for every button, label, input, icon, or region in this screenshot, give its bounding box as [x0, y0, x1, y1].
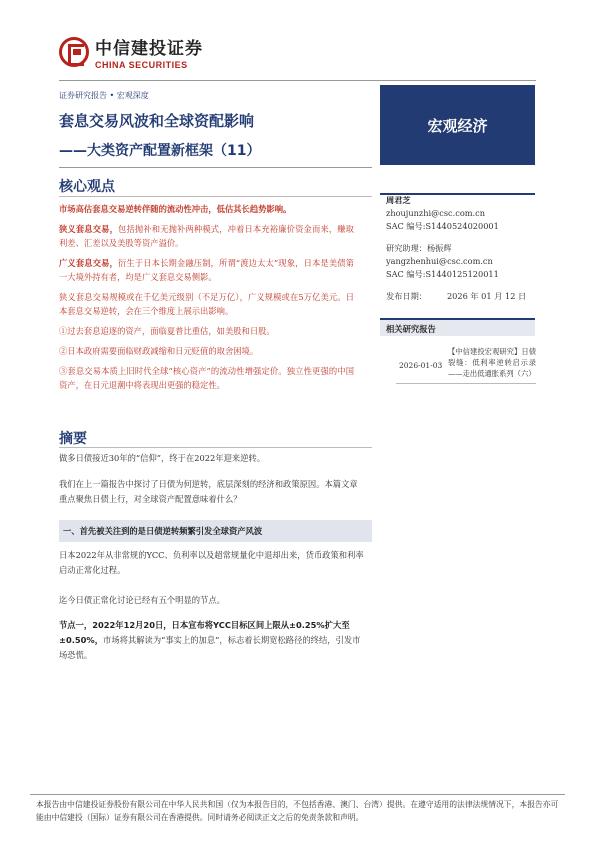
analyst-2-role: 研究助理：杨振辉: [386, 243, 452, 253]
related-report-date: 2026-01-03: [399, 361, 443, 370]
core-view-divider: [59, 196, 372, 197]
logo-mark-icon: [59, 37, 89, 67]
sector-badge: 宏观经济: [380, 85, 535, 165]
core-view-paragraph-5: ②日本政府需要面临财政减缩和日元贬值的取舍困境。: [59, 346, 259, 356]
footer-divider: [30, 794, 565, 795]
report-subtitle: ——大类资产配置新框架（11）: [59, 143, 261, 159]
summary-heading: 摘要: [59, 431, 87, 447]
analyst-1-name: 周君芝: [386, 195, 411, 205]
footer-disclaimer: 本报告由中信建投证券股份有限公司在中华人民共和国（仅为本报告目的，不包括香港、澳门、台湾）提供。在遵守适用的法律法规情况下，本报告亦可能由中信建投（国际）证券有限公司在香港提供。同时请务必阅读正文之后的免责条款和声明。: [36, 800, 559, 822]
report-type: 证券研究报告 • 宏观深度: [59, 91, 149, 100]
analyst-1-email[interactable]: zhoujunzhi@csc.com.cn: [386, 208, 485, 218]
core-view-heading: 核心观点: [59, 179, 115, 195]
summary-paragraph-2: 我们在上一篇报告中探讨了日债为何逆转，底层深刻的经济和政策原因。本篇文章重点聚焦日债上行，对全球资产配置意味着什么？: [59, 479, 358, 504]
title-divider: [59, 167, 372, 168]
subsection-heading: 一、首先被关注到的是日债逆转频繁引发全球资产风波: [59, 520, 372, 542]
logo-chinese-name: 中信建投证券: [95, 39, 203, 59]
summary-paragraph-5: 节点一，2022年12月20日，日本宣布将YCC目标区间上限从±0.25%扩大至±0.50%，市场将其解读为“事实上的加息”，标志着长期宽松路径的终结，引发市场恐慌。: [59, 620, 361, 660]
core-view-paragraph-1: 狭义套息交易，包括抛补和无抛补两种模式，冲着日本充裕廉价资金而来，赚取利差、汇差以及美股等资产溢价。: [59, 224, 354, 248]
report-title: 套息交易风波和全球资配影响: [59, 112, 255, 130]
analyst-2-email[interactable]: yangzhenhui@csc.com.cn: [386, 256, 493, 266]
related-report-link[interactable]: 【中信建投宏观研究】日债裂缝：低利率逆转启示录——走出低通胀系列（六）: [448, 347, 536, 378]
publish-date: 发布日期： 2026 年 01 月 12 日: [386, 291, 527, 301]
related-divider: [396, 383, 536, 384]
summary-paragraph-4: 迄今日债正常化讨论已经有五个明显的节点。: [59, 595, 225, 605]
core-view-paragraph-6: ③套息交易本质上旧时代全球“核心资产”的流动性增强定价。独立性更强的中国资产，在日元退潮中将表现出更强的稳定性。: [59, 366, 354, 390]
summary-paragraph-1: 做多日债接近30年的“信仰”，终于在2022年迎来逆转。: [59, 453, 266, 463]
header-divider: [59, 80, 536, 81]
summary-paragraph-3: 日本2022年从非常规的YCC、负利率以及超常规量化中退却出来，货币政策和利率启动正常化过程。: [59, 550, 364, 575]
analyst-1-sac: SAC 编号:S1440524020001: [386, 221, 499, 231]
core-view-lead: 市场高估套息交易逆转伴随的流动性冲击，低估其长趋势影响。: [59, 204, 292, 214]
company-logo: [59, 34, 203, 70]
analyst-2-sac: SAC 编号:S1440125120011: [386, 269, 499, 279]
core-view-paragraph-4: ①过去套息追逐的资产，面临夏普比重估，如美股和日股。: [59, 326, 275, 336]
summary-divider: [59, 447, 372, 448]
core-view-paragraph-3: 狭义套息交易规模或在千亿美元级别（不足万亿），广义规模或在5万亿美元。日本套息交易逆转，会在三个维度上展示出影响。: [59, 292, 354, 316]
core-view-paragraph-2: 广义套息交易，衍生于日本长期金融压制，所谓“渡边太太”现象，日本是美债第一大境外持有者，均是广义套息交易侧影。: [59, 258, 354, 282]
logo-english-name: CHINA SECURITIES: [95, 60, 188, 70]
related-research-heading: 相关研究报告: [380, 318, 535, 336]
